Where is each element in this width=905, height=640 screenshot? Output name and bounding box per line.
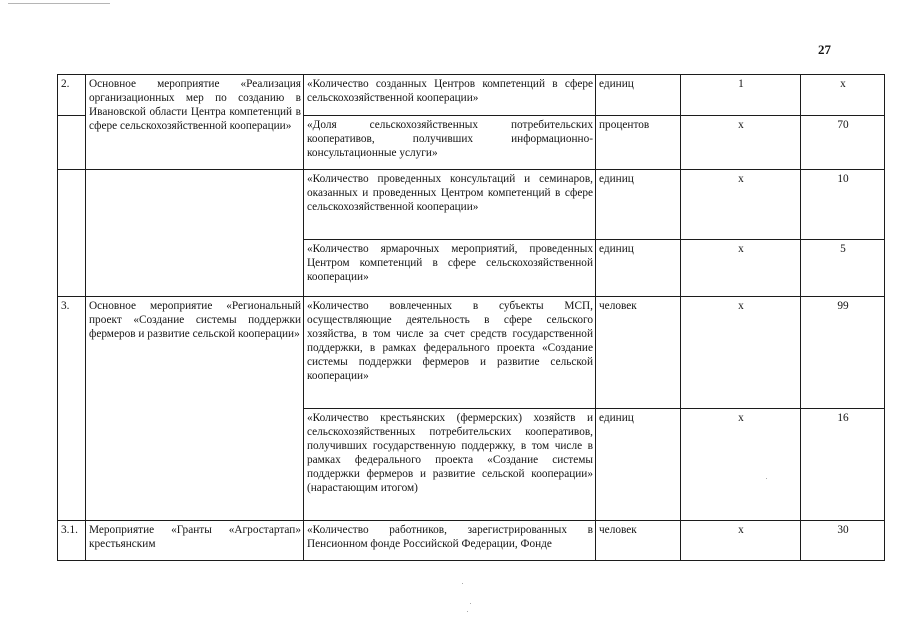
event-name: Основное мероприятие «Региональный проект «Создание системы поддержки фермеров и развитие сельской кооперации» [86, 297, 304, 521]
empty-cell [58, 170, 86, 297]
unit-cell: единиц [596, 409, 681, 521]
value-cell-2: 99 [801, 297, 885, 409]
value-cell-1: x [681, 521, 801, 561]
value-cell-1: x [681, 240, 801, 297]
indicator-name: «Количество крестьянских (фермерских) хозяйств и сельскохозяйственных потребительских кооперативов, получивших государственную поддержку, в том числе в рамках федерального проекта «Создание системы поддержки фермеров и развитие сельской кооперации» (нарастающим итогом) [304, 409, 596, 521]
unit-cell: человек [596, 521, 681, 561]
indicator-name: «Количество работников, зарегистрированных в Пенсионном фонде Российской Федерации, Фонде [304, 521, 596, 561]
unit-cell: единиц [596, 75, 681, 116]
row-number: 3.1. [58, 521, 86, 561]
event-name: Основное мероприятие «Реализация организационных мер по созданию в Ивановской области Центра компетенций в сфере сельскохозяйственной кооперации» [86, 75, 304, 170]
value-cell-2: 70 [801, 116, 885, 170]
row-number: 3. [58, 297, 86, 521]
scan-speck [470, 603, 471, 604]
value-cell-1: x [681, 297, 801, 409]
indicator-name: «Количество созданных Центров компетенций в сфере сельскохозяйственной кооперации» [304, 75, 596, 116]
value-cell-1: x [681, 409, 801, 521]
empty-cell [58, 116, 86, 170]
row-number: 2. [58, 75, 86, 116]
indicator-name: «Количество ярмарочных мероприятий, проведенных Центром компетенций в сфере сельскохозяйственной кооперации» [304, 240, 596, 297]
unit-cell: единиц [596, 240, 681, 297]
scan-speck [467, 611, 468, 612]
indicators-table [57, 74, 885, 561]
value-cell-1: x [681, 116, 801, 170]
value-cell-1: 1 [681, 75, 801, 116]
scan-speck [462, 583, 463, 584]
scan-edge-line [8, 3, 110, 4]
table-row [58, 170, 885, 240]
unit-cell: процентов [596, 116, 681, 170]
indicator-name: «Количество проведенных консультаций и семинаров, оказанных и проведенных Центром компетенций в сфере сельскохозяйственной кооперации» [304, 170, 596, 240]
unit-cell: единиц [596, 170, 681, 240]
table-row [58, 75, 885, 116]
value-cell-2: 5 [801, 240, 885, 297]
value-cell-2: 30 [801, 521, 885, 561]
value-cell-2: x [801, 75, 885, 116]
table-row [58, 521, 885, 561]
unit-cell: человек [596, 297, 681, 409]
value-cell-2: 16 [801, 409, 885, 521]
value-cell-1: x [681, 170, 801, 240]
empty-cell [86, 170, 304, 297]
indicator-name: «Количество вовлеченных в субъекты МСП, осуществляющие деятельность в сфере сельского хозяйства, в том числе за счет средств государственной поддержки, в рамках федерального проекта «Создание системы поддержки фермеров и развитие сельской кооперации» [304, 297, 596, 409]
event-name: Мероприятие «Гранты «Агростартап» крестьянским [86, 521, 304, 561]
value-cell-2: 10 [801, 170, 885, 240]
table-row [58, 297, 885, 409]
page-number: 27 [818, 42, 831, 57]
scan-speck [766, 478, 767, 479]
indicator-name: «Доля сельскохозяйственных потребительских кооперативов, получивших информационно-консультационные услуги» [304, 116, 596, 170]
